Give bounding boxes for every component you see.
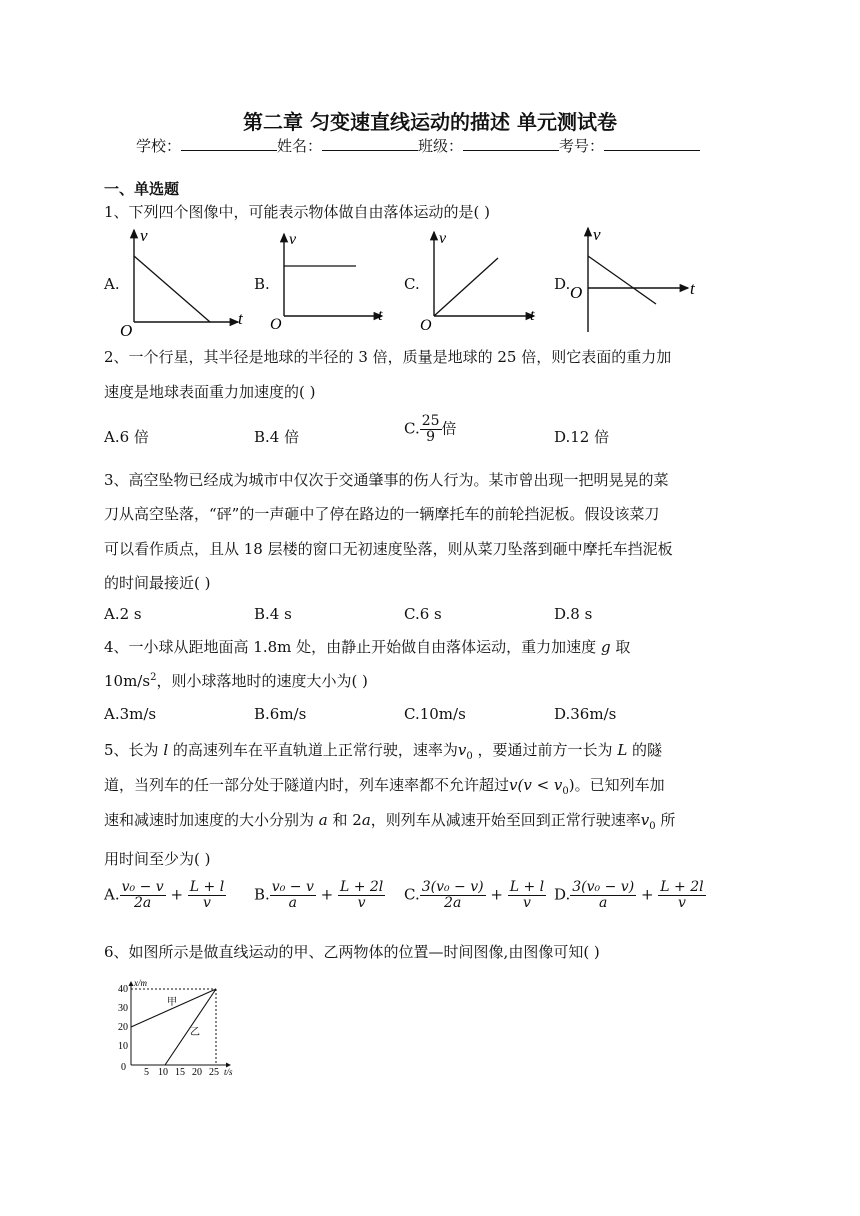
q6-ylabel: x/m [134,978,147,988]
q2-c-fraction [420,414,442,445]
q1a-line [134,256,210,322]
q1-graph-d [568,224,708,336]
q3-option-d: D.8 s [554,605,593,623]
q4-unit: 10m/s [104,672,151,690]
q5-v0b-sub: 0 [649,821,656,832]
q1c-origin-label: O [420,317,432,334]
school-blank[interactable] [181,136,277,151]
q4-unit-exp: 2 [150,672,157,683]
question-5-line-3 [104,809,675,832]
q6-xtick-20: 20 [192,1067,202,1078]
q4-option-c: C.10m/s [404,705,466,723]
q5-b-n1: v₀ − v [271,879,314,895]
q5-t3: ，要通过前方一长为 [472,741,618,759]
q1d-v-label: v [593,225,601,244]
q1d-t-label: t [690,279,695,298]
q5-t5: 道，当列车的任一部分处于隧道内时，列车速率都不允许超过 [104,776,510,794]
q6-xtick-10: 10 [158,1067,168,1078]
q5-c-n1: 3(v₀ − v) [421,879,484,895]
q6-ytick-10: 10 [118,1041,128,1052]
q1a-origin-label: O [120,321,133,338]
q5-l: l [163,741,169,759]
q1-graph-c [418,228,548,336]
q5-v0-sub: 0 [466,751,473,762]
q1d-origin-label: O [570,283,583,302]
q6-ytick-0: 0 [121,1062,126,1073]
exam-number-blank[interactable] [604,136,700,151]
q5-a-n2: L + l [189,879,225,895]
q5-t7: 速和减速时加速度的大小分别为 [104,811,319,829]
q1d-line [588,256,656,304]
q2-option-c [404,414,457,445]
question-3-line-1: 3、高空坠物已经成为城市中仅次于交通肇事的伤人行为。某市曾出现一把明晃晃的菜 [104,471,669,489]
q5-L: L [617,741,628,759]
q4-text-c: ，则小球落地时的速度大小为( ) [156,672,368,690]
q5-a-n1: v₀ − v [121,879,164,895]
q6-position-time-chart [100,974,250,1080]
q4-text-a: 4、一小球从距地面高 1.8m 处，由静止开始做自由落体运动，重力加速度 [104,638,601,656]
q3-option-c: C.6 s [404,605,442,623]
q5-v0b: v [640,811,650,829]
q6-ytick-30: 30 [118,1003,128,1014]
exam-number-label: 考号： [559,137,605,155]
q5-t6: )。已知列车加 [568,776,665,794]
question-5-line-2 [104,774,665,797]
q1c-line [434,258,498,316]
q1b-t-label: t [378,307,383,324]
q4-option-b: B.6m/s [254,705,307,723]
q6-series-jia-label: 甲 [167,997,177,1008]
question-2-line-1: 2、一个行星，其半径是地球的半径的 3 倍，质量是地球的 25 倍，则它表面的重力加 [104,348,672,366]
q5-c-frac1 [420,880,486,911]
q1b-v-label: v [289,231,297,248]
q5-c-d2: v [522,895,531,911]
q5-ineq: (v < v [517,776,563,794]
q5-c-label: C. [404,885,420,904]
q5-a-frac1 [120,880,166,911]
q5-t1: 5、长为 [104,741,164,759]
q5-t10: 所 [655,811,676,829]
q5-option-b: B. $\frac{\text{v₀ − v}}{a}$ + $\frac{L + 2l}{v}$ [254,879,384,911]
class-blank[interactable] [463,136,559,151]
page-title: 第二章 匀变速直线运动的描述 单元测试卷 [243,110,617,134]
q5-t2: 的高速列车在平直轨道上正常行驶，速率为 [168,741,458,759]
q5-b-frac1 [270,880,316,911]
q2-c-numerator: 25 [421,413,440,429]
q5-d-label: D. [554,885,571,904]
q1-option-d-label: D. [554,275,571,293]
q4-g: g [600,638,611,656]
q1a-v-label: v [140,226,148,245]
q5-v0: v [457,741,467,759]
q5-t4: 的隧 [627,741,663,759]
q5-a-d2: v [203,895,211,911]
q6-xtick-15: 15 [175,1067,185,1078]
q3-option-b: B.4 s [254,605,292,623]
q2-option-b: B.4 倍 [254,428,300,446]
school-label: 学校： [136,137,182,155]
q6-xlabel: t/s [224,1067,233,1077]
q2-option-d: D.12 倍 [554,428,610,446]
q5-d-n1: 3(v₀ − v) [572,879,635,895]
q1c-t-label: t [530,307,535,324]
question-4-line-1 [104,636,630,657]
q6-series-yi-label: 乙 [190,1027,200,1038]
q1-option-a-label: A. [104,275,120,293]
question-3-line-3: 可以看作质点，且从 18 层楼的窗口无初速度坠落，则从菜刀坠落到砸中摩托车挡泥板 [104,540,673,558]
class-label: 班级： [418,137,464,155]
q5-d-frac1 [570,880,636,911]
q1-graph-a [118,226,253,338]
q1b-origin-label: O [270,316,282,333]
q5-ineq-sub: 0 [562,786,569,797]
q3-option-a: A.2 s [104,605,142,623]
q5-b-frac2 [338,880,385,911]
section-heading: 一、单选题 [104,180,180,198]
question-2-line-2: 速度是地球表面重力加速度的( ) [104,383,316,401]
q6-xtick-25: 25 [209,1067,219,1078]
q1c-v-label: v [439,230,447,247]
q5-b-d2: v [357,895,366,911]
q1-option-c-label: C. [404,275,420,293]
q4-text-b: 取 [610,638,631,656]
q5-a-label: A. [104,885,120,904]
q5-d-d1: a [599,895,608,911]
q1-graph-b [268,230,398,335]
question-5-line-4: 用时间至少为( ) [104,850,211,868]
question-4-line-2 [104,670,368,691]
q6-xtick-5: 5 [144,1067,149,1078]
q5-t8: 和 2 [327,811,362,829]
q2-option-a: A.6 倍 [104,428,149,446]
q5-d-frac2 [658,880,705,911]
q5-v: v [509,776,518,794]
q5-b-label: B. [254,885,270,904]
q4-option-d: D.36m/s [554,705,617,723]
q6-ytick-40: 40 [118,984,128,995]
name-label: 姓名： [277,137,323,155]
question-1-stem: 1、下列四个图像中，可能表示物体做自由落体运动的是( ) [104,203,491,221]
q5-a2: a [361,811,371,829]
q2-c-denominator: 9 [426,429,436,445]
name-blank[interactable] [322,136,418,151]
q1-option-b-label: B. [254,275,270,293]
q5-a: a [318,811,328,829]
q5-a-frac2 [188,880,226,911]
q5-b-n2: L + 2l [339,879,384,895]
question-3-line-4: 的时间最接近( ) [104,574,211,592]
student-info-line [136,135,700,156]
q4-option-a: A.3m/s [104,705,157,723]
q2-c-suffix: 倍 [441,419,457,438]
q5-c-frac2 [508,880,546,911]
q5-option-d: D. $\frac{\text{3(v₀ − v)}}{a}$ + $\frac{L + 2l}{v}$ [554,879,704,911]
q5-d-n2: L + 2l [660,879,704,895]
question-5-line-1 [104,739,662,762]
q5-option-c: C. $\frac{\text{3(v₀ − v)}}{2a}$ + $\frac{L + l}{v}$ [404,879,545,911]
q5-d-d2: v [677,895,686,911]
q5-b-d1: a [288,895,297,911]
q2-c-label: C. [404,419,420,438]
q5-t9: ，则列车从减速开始至回到正常行驶速率 [370,811,641,829]
question-3-line-2: 刀从高空坠落，“砰”的一声砸中了停在路边的一辆摩托车的前轮挡泥板。假设该菜刀 [104,505,660,523]
q1a-t-label: t [238,309,243,328]
q5-c-n2: L + l [509,879,545,895]
q5-a-d1: 2a [134,895,152,911]
q5-c-d1: 2a [444,895,462,911]
q6-ytick-20: 20 [118,1022,128,1033]
question-6-stem: 6、如图所示是做直线运动的甲、乙两物体的位置—时间图像,由图像可知( ) [104,943,600,961]
q5-option-a: A. $\frac{\text{v₀ − v}}{2a}$ + $\frac{L + l}{v}$ [104,879,225,911]
